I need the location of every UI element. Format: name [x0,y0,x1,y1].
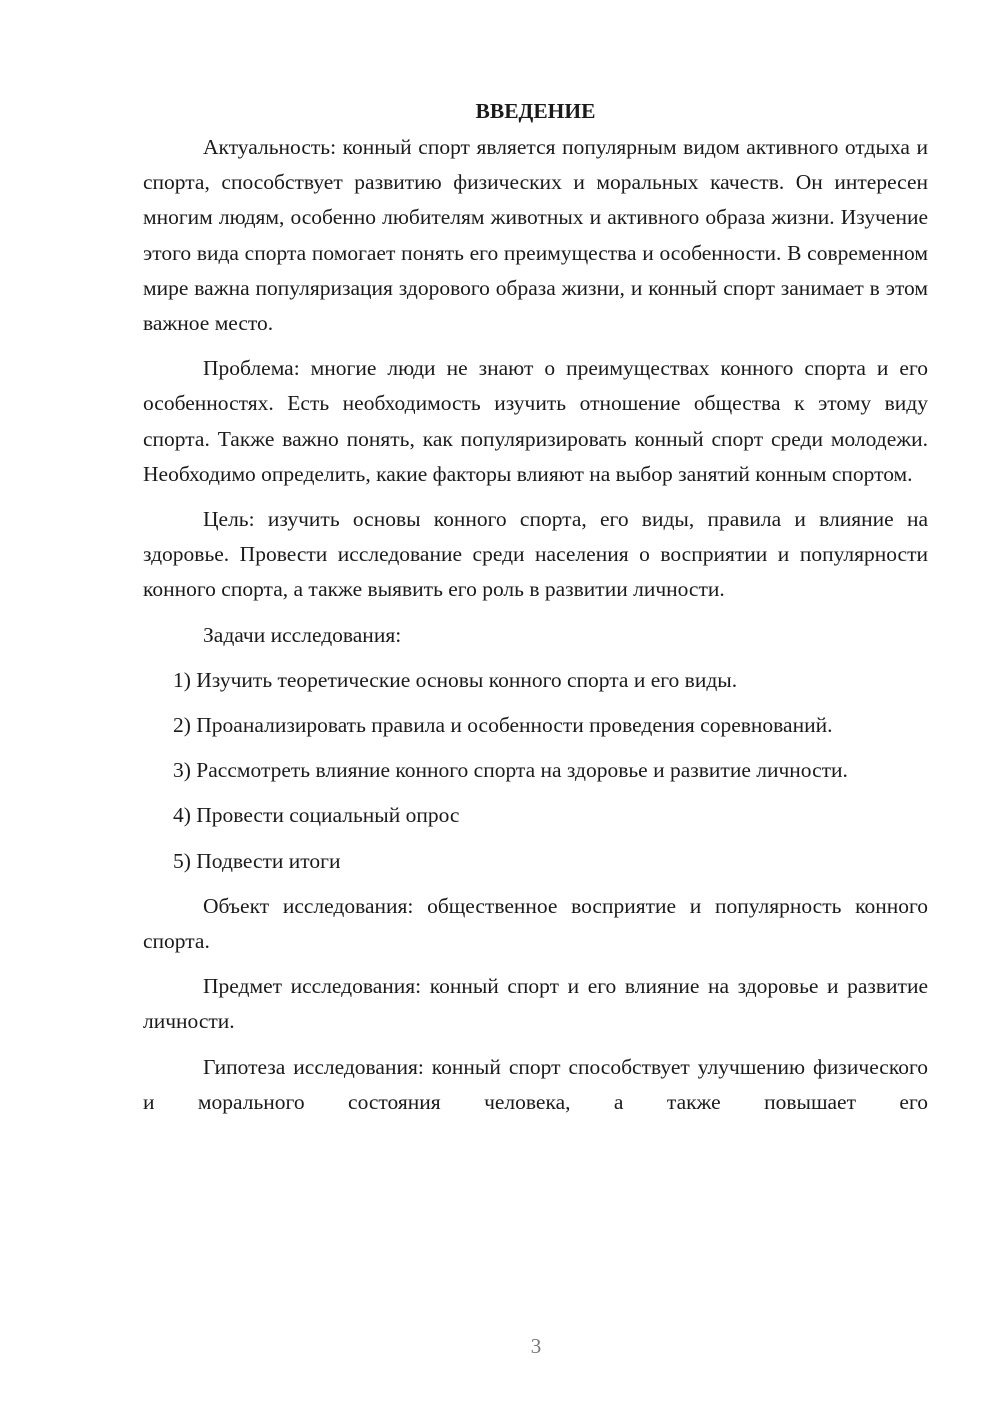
paragraph-subject: Предмет исследования: конный спорт и его влияние на здоровье и развитие личности. [143,974,928,1034]
paragraph-relevance: Актуальность: конный спорт является популярным видом активного отдыха и спорта, способствует развитию физических и моральных качеств. Он интересен многим людям, особенно любителям животных и активного образа жизни. Изучение этого вида спорта помогает понять его преимущества и особенности. В современном мире важна популяризация здорового образа жизни, и конный спорт занимает в этом важное место. [143,135,928,336]
page-title: ВВЕДЕНИЕ [475,99,596,123]
paragraph-hypothesis: Гипотеза исследования: конный спорт способствует улучшению физического и морального состояния человека, а также повышает его [143,1054,928,1114]
task-item-4: 4) Провести социальный опрос [173,803,460,828]
paragraph-object: Объект исследования: общественное восприятие и популярность конного спорта. [143,893,928,954]
task-item-5: 5) Подвести итоги [173,848,341,873]
task-item-3: 3) Рассмотреть влияние конного спорта на здоровье и развитие личности. [173,758,848,783]
tasks-heading: Задачи исследования: [203,622,402,647]
paragraph-problem: Проблема: многие люди не знают о преимуществах конного спорта и его особенностях. Есть необходимость изучить отношение общества к этому виду спорта. Также важно понять, как популяризировать конный спорт среди молодежи. Необходимо определить, какие факторы влияют на выбор занятий конным спортом. [143,356,928,486]
page-number: 3 [530,1334,542,1358]
document-page [143,96,928,1130]
task-item-1: 1) Изучить теоретические основы конного спорта и его виды. [173,667,738,692]
paragraph-goal: Цель: изучить основы конного спорта, его виды, правила и влияние на здоровье. Провести исследование среди населения о восприятии и популярности конного спорта, а также выявить его роль в развитии личности. [143,507,928,602]
task-item-2: 2) Проанализировать правила и особенности проведения соревнований. [173,713,833,738]
